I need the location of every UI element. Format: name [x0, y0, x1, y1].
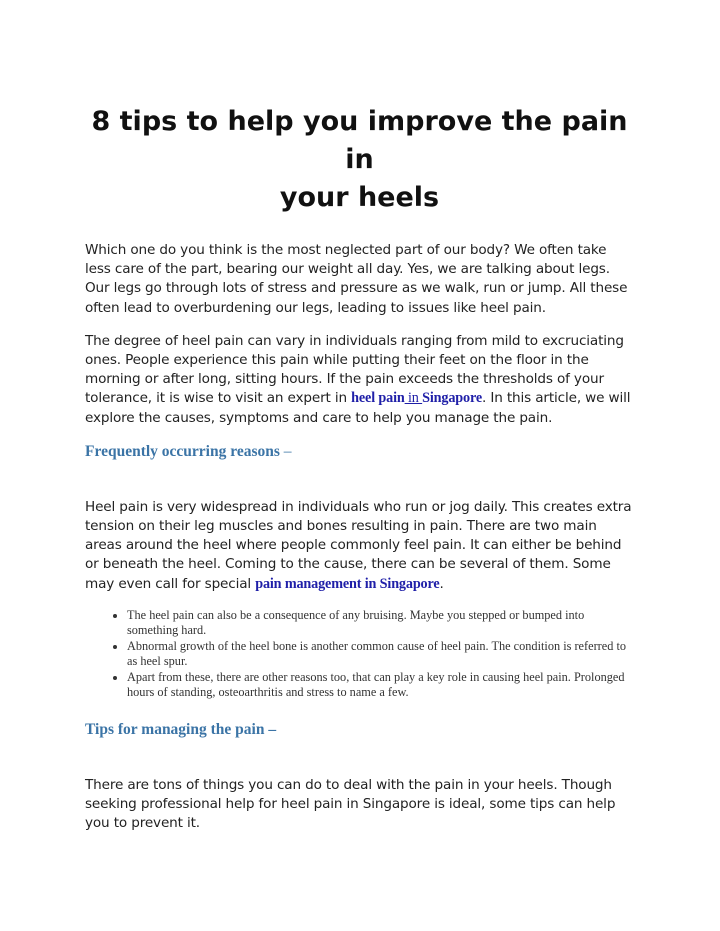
- in-link-text: in: [404, 390, 423, 407]
- heel-pain-link-text: heel pain: [351, 390, 405, 407]
- section-heading-reasons: [85, 442, 634, 462]
- tips-paragraph: There are tons of things you can do to deal with the pain in your heels. Though seeking professional help for heel pain in Singapore is ideal, some tips can help you to prevent it.: [85, 776, 616, 832]
- section-heading-tips: Tips for managing the pain –: [85, 720, 277, 738]
- reasons-text: Heel pain is very widespread in individuals who run or jog daily. This creates extra tension on their leg muscles and bones resulting in pain. There are two main areas around the heel where people commonly feel pain. It can either be behind or beneath the heel. Coming to the cause, there can be several of them. Some may even call for special: [85, 498, 632, 592]
- page-title-line-1: 8 tips to help you improve the pain in: [91, 106, 628, 175]
- intro-paragraph: Which one do you think is the most neglected part of our body? We often take less care of the part, bearing our weight all day. Yes, we are talking about legs. Our legs go through lots of stress and pressure as we walk, run or jump. All these often lead to overburdening our legs, leading to issues like heel pain.: [85, 242, 628, 316]
- section-heading-reasons-dash: –: [283, 442, 292, 460]
- reasons-bullet-list: [85, 608, 634, 700]
- pain-degree-text: The degree of heel pain can vary in individuals ranging from mild to excruciating ones. People experience this pain while putting their feet on the floor in the morning or after long, sitting hours. If the pain exceeds the thresholds of your tolerance, it is wise to visit an expert in: [85, 332, 624, 407]
- pain-management-link[interactable]: pain management in Singapore: [255, 575, 440, 592]
- pain-degree-text-end: . In this article, we will explore the causes, symptoms and care to help you manage the pain.: [85, 390, 631, 426]
- list-item: • The heel pain can also be a consequence of any bruising. Maybe you stepped or bumped into something hard.: [127, 608, 634, 638]
- heel-pain-singapore-link[interactable]: [351, 390, 482, 406]
- singapore-link-text: Singapore: [422, 390, 483, 407]
- pain-degree-paragraph: [85, 332, 634, 428]
- reasons-paragraph: [85, 498, 634, 594]
- reasons-text-end: .: [439, 575, 444, 592]
- page-title-line-2: your heels: [279, 182, 440, 213]
- section-heading-reasons-text: Frequently occurring reasons: [85, 442, 284, 460]
- page-title: [85, 103, 634, 217]
- list-item: • Apart from these, there are other reasons too, that can play a key role in causing heel pain. Prolonged hours of standing, osteoarthritis and stress to name a few.: [127, 670, 634, 700]
- list-item: • Abnormal growth of the heel bone is another common cause of heel pain. The condition is referred to as heel spur.: [127, 639, 634, 669]
